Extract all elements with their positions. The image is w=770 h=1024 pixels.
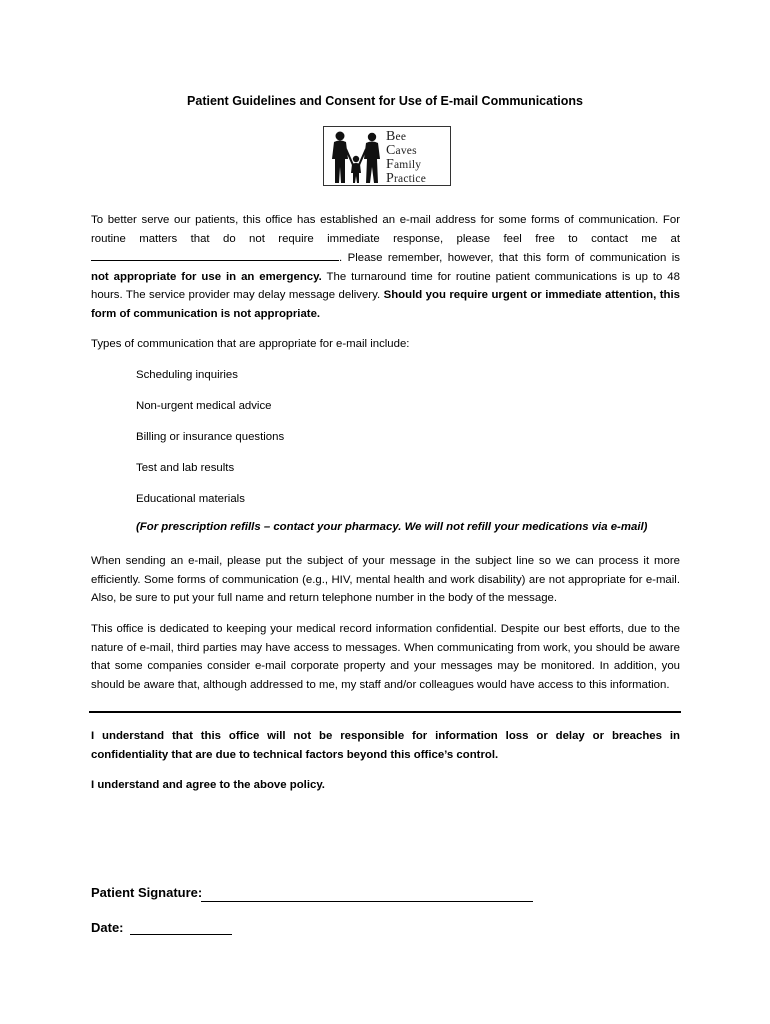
responsibility-statement: I understand that this office will not be responsible for information loss or delay or breaches in confidentiality that are due to technical factors beyond this office’s control. xyxy=(91,730,680,761)
logo-wordmark xyxy=(386,130,426,186)
list-item: Billing or insurance questions xyxy=(136,431,285,443)
intro-paragraph xyxy=(91,211,680,323)
logo-line: Caves xyxy=(386,143,417,158)
practice-logo xyxy=(323,126,451,186)
intro-text-3: The turnaround time for routine patient communications is up to 48 hours. The service provider may delay message delivery. xyxy=(91,270,680,301)
urgent-warning: Should you require urgent or immediate attention, this form of communication is not appropriate. xyxy=(91,289,680,320)
family-silhouette-icon xyxy=(326,129,384,185)
intro-text-2: . Please remember, however, that this form of communication is xyxy=(339,252,680,264)
list-item: Non-urgent medical advice xyxy=(136,400,272,412)
date-label: Date: xyxy=(91,920,124,935)
logo-line: Practice xyxy=(386,171,427,186)
intro-text-1: To better serve our patients, this office has established an e-mail address for some forms of communication. For routine matters that do not require immediate response, please feel free to contact me at xyxy=(91,214,680,245)
signature-line[interactable] xyxy=(201,901,533,902)
logo-line: Bee xyxy=(386,129,407,144)
list-item: Test and lab results xyxy=(136,462,235,474)
list-item: Educational materials xyxy=(136,493,245,505)
agreement-statement: I understand and agree to the above policy. xyxy=(91,779,325,791)
email-address-blank[interactable] xyxy=(91,248,339,261)
signature-label: Patient Signature: xyxy=(91,885,203,900)
types-heading: Types of communication that are appropriate for e-mail include: xyxy=(91,338,410,350)
logo-line: Family xyxy=(386,157,422,172)
confidentiality-paragraph: This office is dedicated to keeping your medical record information confidential. Despite our best efforts, due to the nature of e-mail, third parties may have access to messages. When communicating from work, you should be aware that some companies consider e-mail corporate property and your messages may be monitored. In addition, you should be aware that, although addressed to me, my staff and/or colleagues would have access to this information. xyxy=(91,623,680,691)
refill-note: (For prescription refills – contact your pharmacy. We will not refill your medications via e-mail) xyxy=(136,521,648,533)
date-line[interactable] xyxy=(130,934,232,935)
sending-paragraph: When sending an e-mail, please put the subject of your message in the subject line so we can process it more efficiently. Some forms of communication (e.g., HIV, mental health and work disability) are not appropriate for e-mail. Also, be sure to put your full name and return telephone number in the body of the message. xyxy=(91,555,680,604)
list-item: Scheduling inquiries xyxy=(136,369,238,381)
section-divider xyxy=(89,711,681,713)
document-title: Patient Guidelines and Consent for Use of E-mail Communications xyxy=(187,94,583,108)
emergency-warning: not appropriate for use in an emergency. xyxy=(91,270,322,283)
